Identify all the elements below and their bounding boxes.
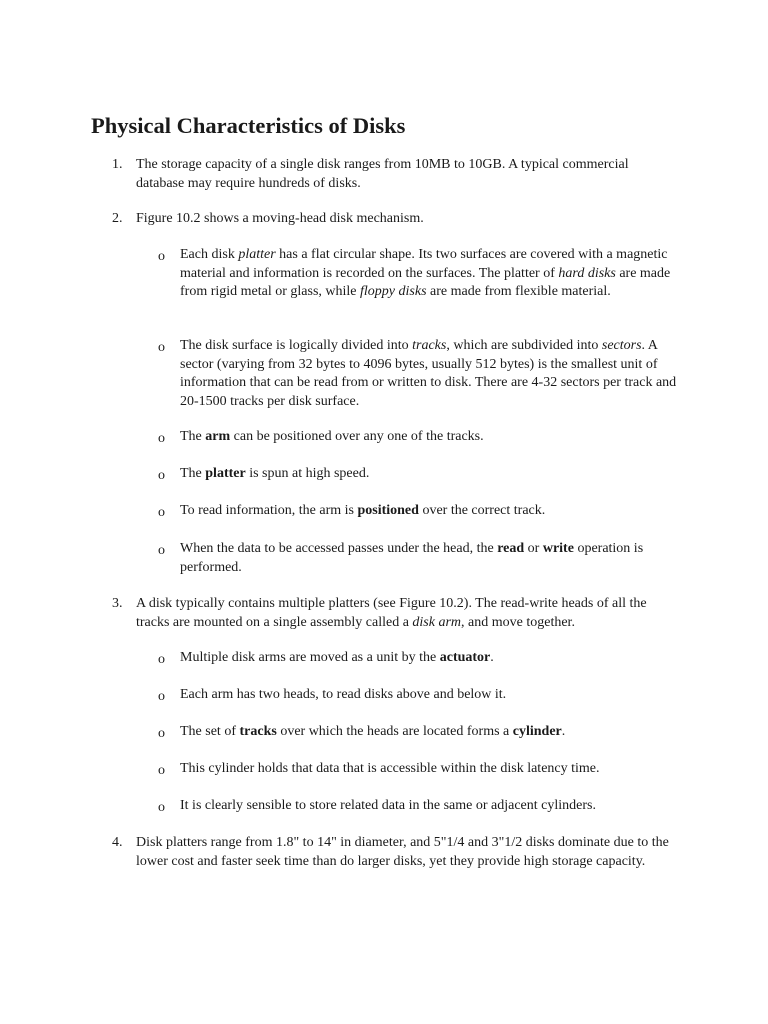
italic-term: tracks	[412, 338, 447, 353]
sub-item	[180, 337, 680, 411]
text-run: or	[524, 541, 543, 556]
sub-item	[180, 760, 680, 779]
text-run: The	[180, 429, 206, 444]
italic-term: platter	[238, 247, 276, 262]
text-run: are made from flexible material.	[426, 284, 611, 299]
sub-item	[180, 502, 680, 521]
italic-term: disk arm	[412, 614, 462, 630]
text-run: Each arm has two heads, to read disks above and below it.	[180, 687, 507, 702]
page-title: Physical Characteristics of Disks	[91, 113, 406, 138]
text-run: .	[490, 650, 494, 665]
text-run: A disk typically contains multiple platters (see Figure 10.2). The read-write heads of all the tracks are mounted on a single assembly called a	[136, 596, 647, 630]
bullet-marker: o	[158, 652, 165, 667]
bullet-marker: o	[158, 340, 165, 355]
bold-term: tracks	[239, 724, 277, 739]
text-run: , and move together.	[461, 614, 575, 630]
item-number: 3.	[112, 596, 123, 611]
item-number: 2.	[112, 211, 123, 226]
text-run: Multiple disk arms are moved as a unit by the	[180, 650, 440, 665]
item-text	[136, 595, 676, 632]
sub-item	[180, 686, 680, 705]
text-run: It is clearly sensible to store related data in the same or adjacent cylinders.	[180, 798, 596, 813]
sub-item	[180, 465, 680, 484]
sub-item	[180, 428, 680, 447]
italic-term: hard disks	[558, 265, 616, 281]
bullet-marker: o	[158, 726, 165, 741]
text-run: can be positioned over any one of the tracks.	[230, 429, 484, 444]
bold-term: positioned	[357, 503, 419, 518]
bold-term: write	[542, 541, 574, 556]
text-run: The	[180, 466, 206, 481]
sub-item	[180, 797, 680, 816]
text-run: The set of	[180, 724, 240, 739]
bold-term: arm	[205, 429, 231, 444]
sub-item	[180, 246, 680, 302]
text-run: are made from rigid metal or glass, while	[180, 265, 671, 299]
text-run: The disk surface is logically divided into	[180, 338, 413, 353]
item-text: Figure 10.2 shows a moving-head disk mechanism.	[136, 211, 424, 226]
item-text: Disk platters range from 1.8" to 14" in diameter, and 5"1/4 and 3"1/2 disks dominate due to the lower cost and faster seek time than do larger disks, yet they provide high storage capacity.	[136, 835, 669, 869]
text-run: To read information, the arm is	[180, 503, 358, 518]
text-run: operation is performed.	[180, 541, 644, 575]
text-run: over the correct track.	[418, 503, 546, 518]
text-run: has a flat circular shape. Its two surfaces are covered with a magnetic material and information is recorded on the surfaces. The platter of	[180, 247, 668, 281]
bullet-marker: o	[158, 689, 165, 704]
italic-term: sectors	[601, 338, 642, 353]
bold-term: read	[497, 541, 525, 556]
item-number: 4.	[112, 835, 123, 850]
bullet-marker: o	[158, 431, 165, 446]
bullet-marker: o	[158, 249, 165, 264]
text-run: . A sector (varying from 32 bytes to 4096 bytes, usually 512 bytes) is the smallest unit of information that can be read from or written to disk. There are 4-32 sectors per track and 20-1500 tracks per disk surface.	[180, 338, 677, 409]
sub-item	[180, 723, 680, 742]
bullet-marker: o	[158, 763, 165, 778]
bold-term: platter	[205, 466, 246, 481]
text-run: , which are subdivided into	[446, 338, 602, 353]
text-run: This cylinder holds that data that is accessible within the disk latency time.	[180, 761, 600, 776]
item-number: 1.	[112, 157, 123, 172]
sub-item	[180, 540, 680, 577]
text-run: over which the heads are located forms a	[276, 724, 513, 739]
text-run: is spun at high speed.	[245, 466, 370, 481]
bold-term: actuator	[439, 650, 491, 665]
text-run: .	[561, 724, 566, 739]
text-run: When the data to be accessed passes under the head, the	[180, 541, 498, 556]
italic-term: floppy disks	[360, 284, 427, 299]
bullet-marker: o	[158, 543, 165, 558]
sub-item	[180, 649, 680, 668]
text-run: Each disk	[180, 247, 239, 262]
bold-term: cylinder	[512, 724, 562, 739]
bullet-marker: o	[158, 468, 165, 483]
item-text: The storage capacity of a single disk ranges from 10MB to 10GB. A typical commercial database may require hundreds of disks.	[136, 157, 629, 191]
bullet-marker: o	[158, 800, 165, 815]
bullet-marker: o	[158, 505, 165, 520]
